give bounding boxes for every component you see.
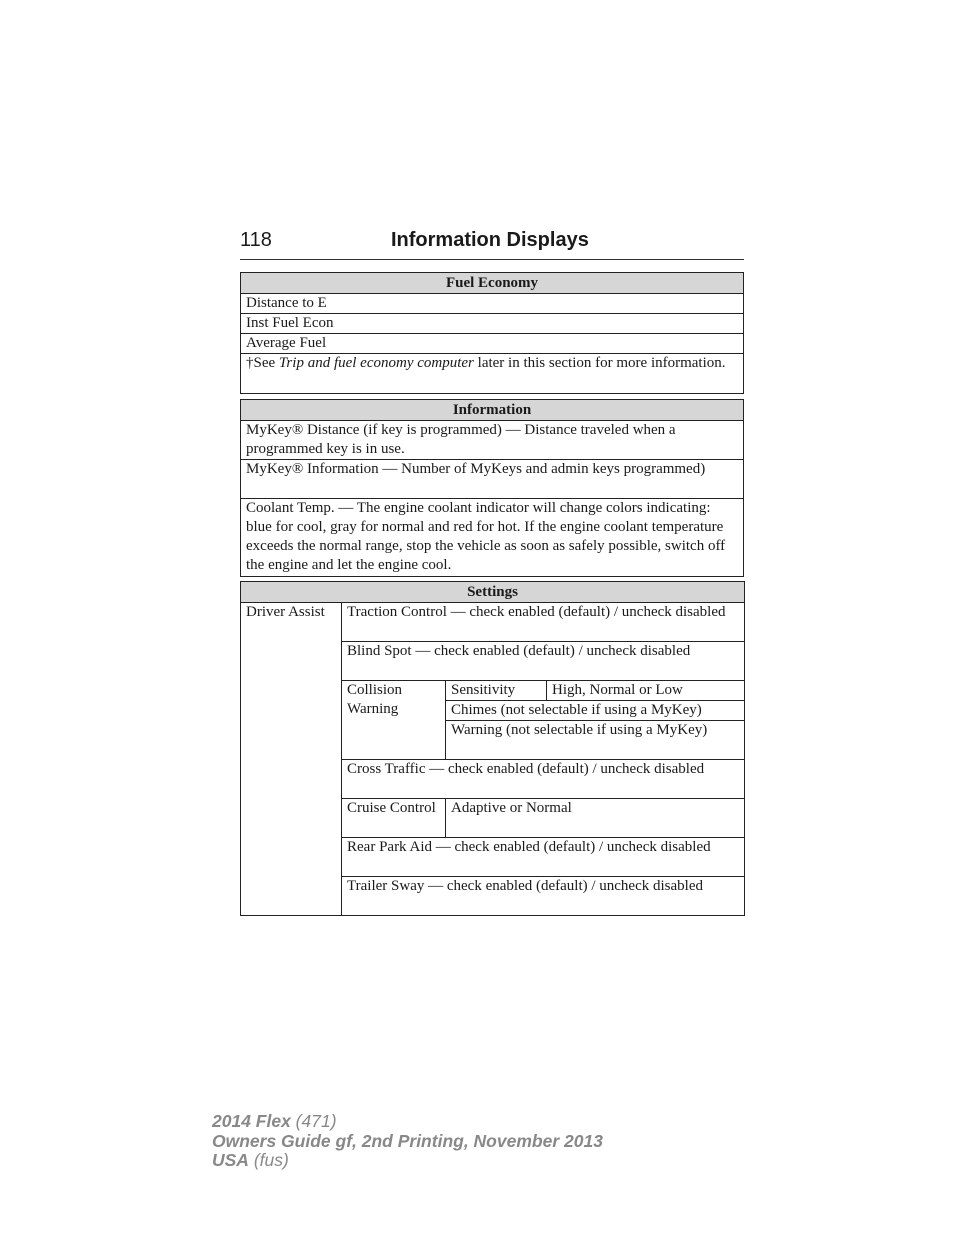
footer-model-line — [212, 1112, 603, 1132]
chimes-setting: Chimes (not selectable if using a MyKey) — [446, 701, 745, 721]
fuel-row-inst-fuel-econ: Inst Fuel Econ — [241, 314, 744, 334]
page-footer — [212, 1112, 603, 1171]
warning-setting: Warning (not selectable if using a MyKey) — [446, 721, 745, 760]
cruise-control-label: Cruise Control — [342, 799, 446, 838]
blind-spot-setting: Blind Spot — check enabled (default) / uncheck disabled — [342, 642, 745, 681]
information-heading: Information — [241, 400, 744, 421]
footer-guide-line: Owners Guide gf, 2nd Printing, November 2013 — [212, 1130, 603, 1151]
info-row-coolant-temp: Coolant Temp. — The engine coolant indicator will change colors indicating: blue for cool, gray for normal and red for hot. If the engine coolant temperature exceeds the normal range, stop the vehicle as soon as safely possible, switch off the engine and let the engine cool. — [241, 499, 744, 577]
footer-model: 2014 Flex — [212, 1111, 291, 1131]
fuel-footnote — [241, 354, 744, 394]
footer-market-code: (fus) — [248, 1150, 289, 1170]
fuel-row-average-fuel: Average Fuel — [241, 334, 744, 354]
fuel-economy-heading: Fuel Economy — [241, 273, 744, 294]
page-number: 118 — [240, 229, 272, 251]
fuel-economy-table — [240, 272, 744, 394]
footnote-reference: Trip and fuel economy computer — [278, 355, 474, 371]
footer-market-line — [212, 1151, 603, 1171]
footer-market: USA — [212, 1150, 249, 1170]
settings-heading: Settings — [241, 582, 745, 603]
sensitivity-label: Sensitivity — [446, 681, 547, 701]
footnote-suffix: later in this section for more information. — [473, 355, 726, 371]
traction-control-setting: Traction Control — check enabled (default) / uncheck disabled — [342, 603, 745, 642]
cruise-control-value: Adaptive or Normal — [446, 799, 745, 838]
information-table — [240, 399, 744, 577]
rear-park-aid-setting: Rear Park Aid — check enabled (default) / uncheck disabled — [342, 838, 745, 877]
footer-model-code: (471) — [290, 1111, 337, 1131]
section-title: Information Displays — [391, 229, 589, 251]
settings-table — [240, 581, 745, 916]
trailer-sway-setting: Trailer Sway — check enabled (default) / uncheck disabled — [342, 877, 745, 916]
page-header — [240, 229, 744, 260]
info-row-mykey-information: MyKey® Information — Number of MyKeys and admin keys programmed) — [241, 460, 744, 499]
footnote-prefix: †See — [246, 355, 279, 371]
collision-warning-label: Collision Warning — [342, 681, 446, 760]
fuel-row-distance-to-e: Distance to E — [241, 294, 744, 314]
info-row-mykey-distance: MyKey® Distance (if key is programmed) — Distance traveled when a programmed key is in use. — [241, 421, 744, 460]
sensitivity-value: High, Normal or Low — [547, 681, 745, 701]
driver-assist-label: Driver Assist — [241, 603, 342, 916]
cross-traffic-setting: Cross Traffic — check enabled (default) / uncheck disabled — [342, 760, 745, 799]
